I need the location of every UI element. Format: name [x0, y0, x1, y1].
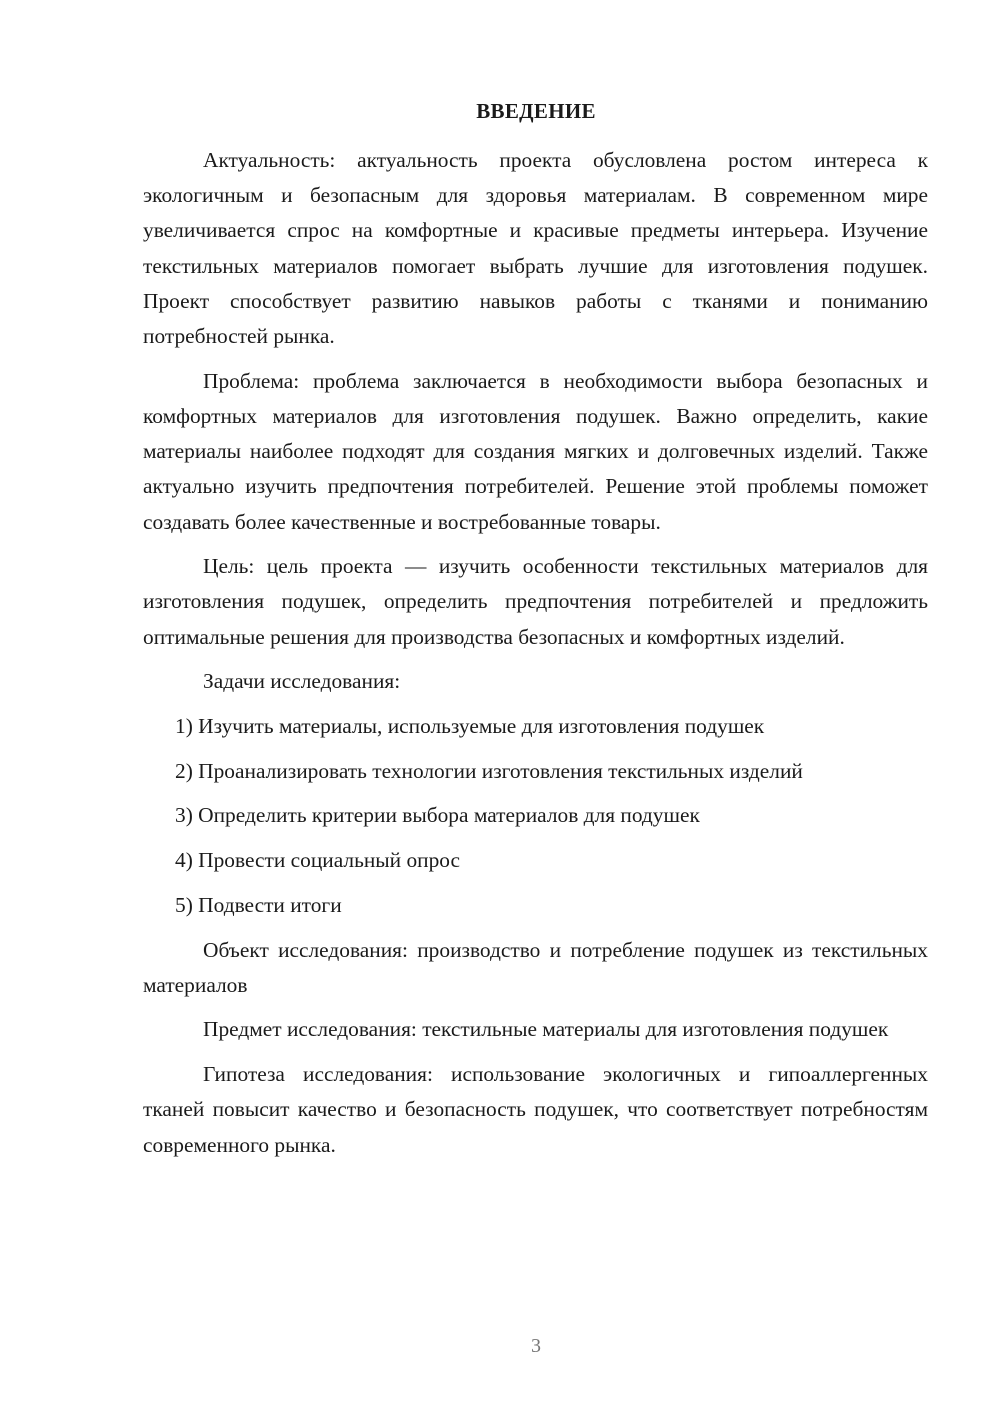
paragraph-hypothesis: Гипотеза исследования: использование экологичных и гипоаллергенных тканей повысит качество и безопасность подушек, что соответствует потребностям современного рынка.: [143, 1062, 928, 1157]
list-item: 2) Проанализировать технологии изготовления текстильных изделий: [175, 758, 803, 783]
page-number: 3: [531, 1335, 541, 1357]
tasks-title: Задачи исследования:: [203, 669, 401, 694]
paragraph-problem: Проблема: проблема заключается в необходимости выбора безопасных и комфортных материалов для изготовления подушек. Важно определить, какие материалы наиболее подходят для создания мягких и долговечных изделий. Также актуально изучить предпочтения потребителей. Решение этой проблемы поможет создавать более качественные и востребованные товары.: [143, 368, 928, 534]
list-item: 1) Изучить материалы, используемые для изготовления подушек: [175, 714, 765, 739]
page-title: ВВЕДЕНИЕ: [476, 99, 596, 123]
list-item: 5) Подвести итоги: [175, 892, 342, 917]
paragraph-subject: Предмет исследования: текстильные материалы для изготовления подушек: [203, 1017, 889, 1042]
paragraph-object: Объект исследования: производство и потребление подушек из текстильных материалов: [143, 937, 928, 997]
tasks-list: [143, 709, 928, 923]
list-item: 3) Определить критерии выбора материалов для подушек: [175, 803, 700, 828]
document-body: [143, 143, 928, 1172]
paragraph-relevance: Актуальность: актуальность проекта обусловлена ростом интереса к экологичным и безопасным для здоровья материалам. В современном мире увеличивается спрос на комфортные и красивые предметы интерьера. Изучение текстильных материалов помогает выбрать лучшие для изготовления подушек. Проект способствует развитию навыков работы с тканями и пониманию потребностей рынка.: [143, 148, 928, 349]
list-item: 4) Провести социальный опрос: [175, 848, 461, 873]
paragraph-goal: Цель: цель проекта — изучить особенности текстильных материалов для изготовления подушек, определить предпочтения потребителей и предложить оптимальные решения для производства безопасных и комфортных изделий.: [143, 554, 928, 649]
